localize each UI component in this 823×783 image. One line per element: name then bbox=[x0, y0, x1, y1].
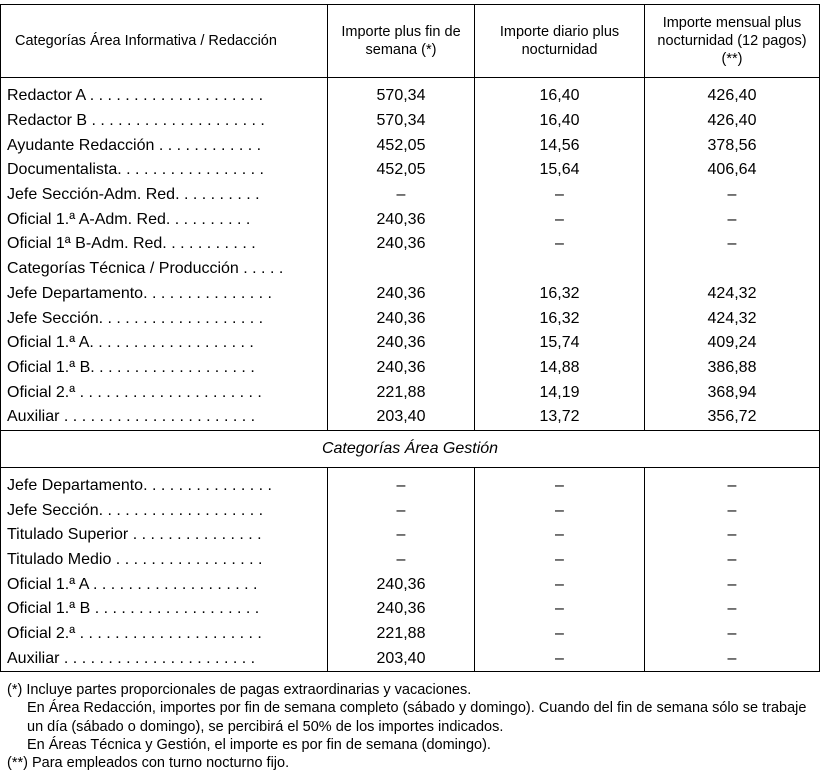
daily-night-plus-value bbox=[475, 257, 645, 282]
weekend-plus-value: – bbox=[328, 183, 475, 208]
weekend-plus-value: 221,88 bbox=[328, 380, 475, 405]
table-row bbox=[1, 331, 820, 356]
weekend-plus-value: 452,05 bbox=[328, 133, 475, 158]
row-label: Oficial 1.ª B. . . . . . . . . . . . . . . . . . . bbox=[1, 356, 328, 381]
daily-night-plus-value: 13,72 bbox=[475, 405, 645, 430]
header-category: Categorías Área Informativa / Redacción bbox=[1, 5, 328, 78]
weekend-plus-value: 203,40 bbox=[328, 405, 475, 430]
table-row bbox=[1, 183, 820, 208]
table-row bbox=[1, 158, 820, 183]
daily-night-plus-value: 16,32 bbox=[475, 282, 645, 307]
daily-night-plus-value: 14,56 bbox=[475, 133, 645, 158]
row-label: Auxiliar . . . . . . . . . . . . . . . . . . . . . . bbox=[1, 405, 328, 430]
table-row bbox=[1, 572, 820, 597]
weekend-plus-value: 240,36 bbox=[328, 356, 475, 381]
salary-table bbox=[0, 4, 820, 672]
row-label: Oficial 1.ª B . . . . . . . . . . . . . . . . . . . bbox=[1, 597, 328, 622]
row-label: Jefe Departamento. . . . . . . . . . . . . . . bbox=[1, 282, 328, 307]
monthly-night-plus-value: – bbox=[645, 548, 820, 573]
weekend-plus-value: 203,40 bbox=[328, 646, 475, 671]
monthly-night-plus-value: – bbox=[645, 498, 820, 523]
row-label: Jefe Sección. . . . . . . . . . . . . . . . . . . bbox=[1, 306, 328, 331]
row-label: Documentalista. . . . . . . . . . . . . . . . . bbox=[1, 158, 328, 183]
row-label: Jefe Sección-Adm. Red. . . . . . . . . . bbox=[1, 183, 328, 208]
table-row bbox=[1, 306, 820, 331]
weekend-plus-value: 452,05 bbox=[328, 158, 475, 183]
monthly-night-plus-value bbox=[645, 257, 820, 282]
row-label: Ayudante Redacción . . . . . . . . . . . . bbox=[1, 133, 328, 158]
weekend-plus-value: – bbox=[328, 498, 475, 523]
row-label: Jefe Departamento. . . . . . . . . . . . . . . bbox=[1, 467, 328, 498]
weekend-plus-value: 240,36 bbox=[328, 282, 475, 307]
monthly-night-plus-value: – bbox=[645, 597, 820, 622]
monthly-night-plus-value: 378,56 bbox=[645, 133, 820, 158]
daily-night-plus-value: – bbox=[475, 622, 645, 647]
monthly-night-plus-value: 386,88 bbox=[645, 356, 820, 381]
monthly-night-plus-value: 406,64 bbox=[645, 158, 820, 183]
monthly-night-plus-value: – bbox=[645, 467, 820, 498]
table-row bbox=[1, 257, 820, 282]
row-label: Titulado Medio . . . . . . . . . . . . . . . . . bbox=[1, 548, 328, 573]
footnote-2: En Área Redacción, importes por fin de semana completo (sábado y domingo). Cuando del fin de semana sólo se trabaje un día (sábado o domingo), se percibirá el 50% de los importes indicados. bbox=[27, 700, 807, 735]
row-label: Oficial 2.ª . . . . . . . . . . . . . . . . . . . . . bbox=[1, 622, 328, 647]
monthly-night-plus-value: – bbox=[645, 183, 820, 208]
weekend-plus-value: 240,36 bbox=[328, 331, 475, 356]
table-row bbox=[1, 232, 820, 257]
row-label: Oficial 2.ª . . . . . . . . . . . . . . . . . . . . . bbox=[1, 380, 328, 405]
daily-night-plus-value: 15,74 bbox=[475, 331, 645, 356]
row-label: Auxiliar . . . . . . . . . . . . . . . . . . . . . . bbox=[1, 646, 328, 671]
monthly-night-plus-value: – bbox=[645, 622, 820, 647]
monthly-night-plus-value: – bbox=[645, 646, 820, 671]
weekend-plus-value: 240,36 bbox=[328, 232, 475, 257]
table-body-informativa bbox=[1, 78, 820, 431]
daily-night-plus-value: – bbox=[475, 646, 645, 671]
row-label: Redactor A . . . . . . . . . . . . . . . . . . . . bbox=[1, 78, 328, 109]
table-row bbox=[1, 467, 820, 498]
table-row bbox=[1, 548, 820, 573]
table-row bbox=[1, 646, 820, 671]
footnotes bbox=[7, 681, 817, 772]
footnote-3: En Áreas Técnica y Gestión, el importe es por fin de semana (domingo). bbox=[27, 736, 491, 753]
monthly-night-plus-value: 426,40 bbox=[645, 78, 820, 109]
table-header-row bbox=[1, 5, 820, 78]
table-row bbox=[1, 523, 820, 548]
footnote-1: (*) Incluye partes proporcionales de pagas extraordinarias y vacaciones. bbox=[7, 682, 472, 698]
daily-night-plus-value: 16,40 bbox=[475, 78, 645, 109]
monthly-night-plus-value: 356,72 bbox=[645, 405, 820, 430]
monthly-night-plus-value: 409,24 bbox=[645, 331, 820, 356]
row-label: Oficial 1.ª A . . . . . . . . . . . . . . . . . . . bbox=[1, 572, 328, 597]
row-label: Oficial 1ª B-Adm. Red. . . . . . . . . . . bbox=[1, 232, 328, 257]
daily-night-plus-value: – bbox=[475, 523, 645, 548]
row-label: Titulado Superior . . . . . . . . . . . . . . . bbox=[1, 523, 328, 548]
weekend-plus-value: 240,36 bbox=[328, 572, 475, 597]
monthly-night-plus-value: – bbox=[645, 572, 820, 597]
table-row bbox=[1, 109, 820, 134]
weekend-plus-value: – bbox=[328, 523, 475, 548]
monthly-night-plus-value: 424,32 bbox=[645, 282, 820, 307]
table-row bbox=[1, 207, 820, 232]
daily-night-plus-value: – bbox=[475, 548, 645, 573]
weekend-plus-value: 570,34 bbox=[328, 109, 475, 134]
weekend-plus-value: 240,36 bbox=[328, 597, 475, 622]
row-label: Redactor B . . . . . . . . . . . . . . . . . . . . bbox=[1, 109, 328, 134]
daily-night-plus-value: 14,88 bbox=[475, 356, 645, 381]
weekend-plus-value bbox=[328, 257, 475, 282]
table-row bbox=[1, 356, 820, 381]
header-monthly-night-plus: Importe mensual plus nocturnidad (12 pagos) (**) bbox=[645, 5, 820, 78]
weekend-plus-value: – bbox=[328, 548, 475, 573]
monthly-night-plus-value: 424,32 bbox=[645, 306, 820, 331]
daily-night-plus-value: – bbox=[475, 498, 645, 523]
daily-night-plus-value: – bbox=[475, 572, 645, 597]
daily-night-plus-value: 14,19 bbox=[475, 380, 645, 405]
weekend-plus-value: 240,36 bbox=[328, 207, 475, 232]
monthly-night-plus-value: 368,94 bbox=[645, 380, 820, 405]
weekend-plus-value: – bbox=[328, 467, 475, 498]
row-label: Oficial 1.ª A. . . . . . . . . . . . . . . . . . . bbox=[1, 331, 328, 356]
footnote-4: (**) Para empleados con turno nocturno fijo. bbox=[7, 755, 290, 772]
weekend-plus-value: 570,34 bbox=[328, 78, 475, 109]
daily-night-plus-value: – bbox=[475, 183, 645, 208]
table-row bbox=[1, 133, 820, 158]
table-row bbox=[1, 405, 820, 430]
daily-night-plus-value: – bbox=[475, 467, 645, 498]
daily-night-plus-value: – bbox=[475, 232, 645, 257]
monthly-night-plus-value: 426,40 bbox=[645, 109, 820, 134]
monthly-night-plus-value: – bbox=[645, 207, 820, 232]
header-daily-night-plus: Importe diario plus nocturnidad bbox=[475, 5, 645, 78]
table-row bbox=[1, 597, 820, 622]
section-title-gestion: Categorías Área Gestión bbox=[1, 430, 820, 467]
table-row bbox=[1, 380, 820, 405]
row-label: Jefe Sección. . . . . . . . . . . . . . . . . . . bbox=[1, 498, 328, 523]
row-label: Oficial 1.ª A-Adm. Red. . . . . . . . . . bbox=[1, 207, 328, 232]
table-row bbox=[1, 498, 820, 523]
weekend-plus-value: 240,36 bbox=[328, 306, 475, 331]
table-row bbox=[1, 622, 820, 647]
monthly-night-plus-value: – bbox=[645, 232, 820, 257]
weekend-plus-value: 221,88 bbox=[328, 622, 475, 647]
daily-night-plus-value: – bbox=[475, 207, 645, 232]
table-row bbox=[1, 282, 820, 307]
daily-night-plus-value: – bbox=[475, 597, 645, 622]
daily-night-plus-value: 15,64 bbox=[475, 158, 645, 183]
table-row bbox=[1, 78, 820, 109]
header-weekend-plus: Importe plus fin de semana (*) bbox=[328, 5, 475, 78]
daily-night-plus-value: 16,32 bbox=[475, 306, 645, 331]
monthly-night-plus-value: – bbox=[645, 523, 820, 548]
daily-night-plus-value: 16,40 bbox=[475, 109, 645, 134]
table-body-gestion bbox=[1, 467, 820, 672]
section-row bbox=[1, 430, 820, 467]
row-label: Categorías Técnica / Producción . . . . . bbox=[1, 257, 328, 282]
